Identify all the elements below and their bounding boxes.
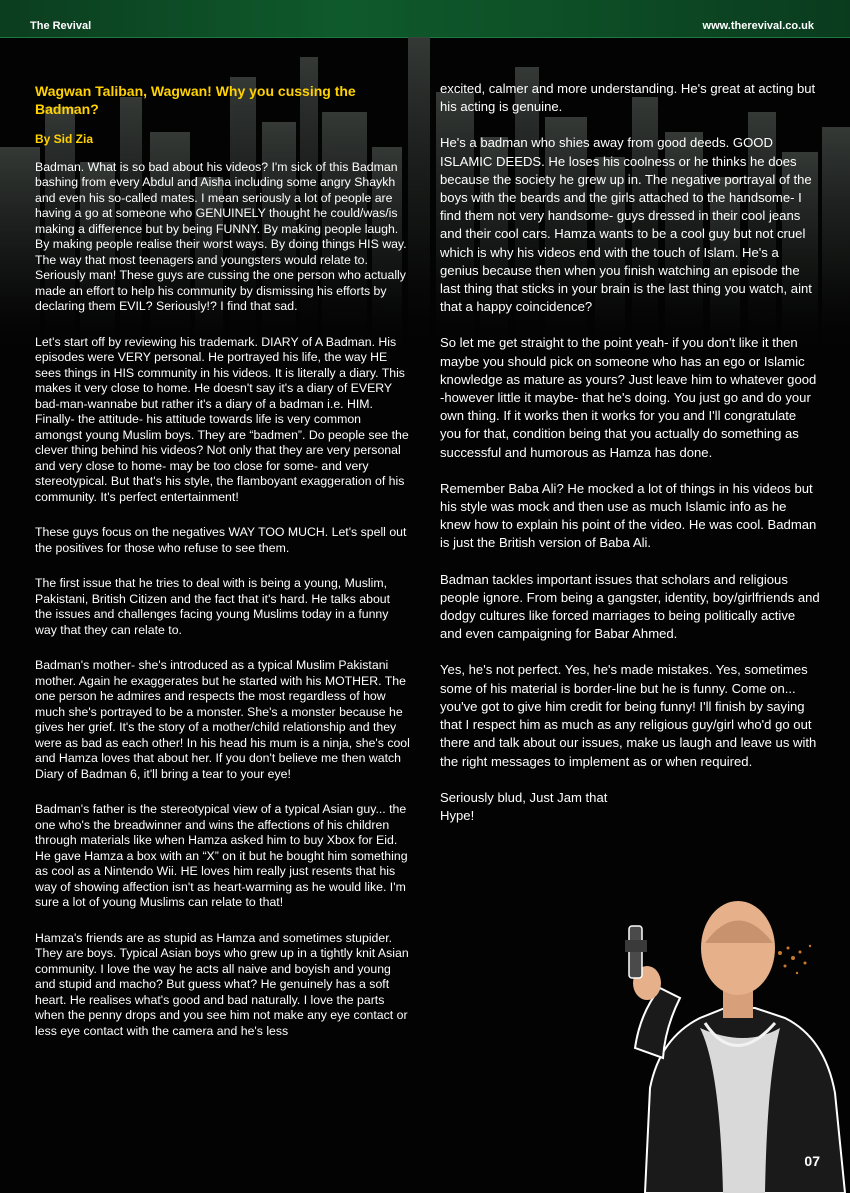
paragraph: Hamza's friends are as stupid as Hamza and sometimes stupider. They are boys. Typical Asian boys who grew up in a tightly knit Asian community. I love the way he acts all naive and boyish and young and stupid and macho? But guess what? He genuinely has a soft heart. He realises what's good and bad naturally. I love the parts when the penny drops and you see him not make any eye contact or less eye contact with the camera and he's less bbox=[35, 930, 409, 1038]
paragraph: These guys focus on the negatives WAY TOO MUCH. Let's spell out the positives for those who refuse to see them. bbox=[35, 525, 407, 555]
signoff-line: Hype! bbox=[440, 807, 475, 823]
paragraph: So let me get straight to the point yeah- if you don't like it then maybe you should pick on someone who has an ego or Islamic knowledge as mature as yours? Just leave him to whatever good -however little it maybe- that he's doing. You just go and do your own thing. If it works then it works for you and I'll congratulate you for that, condition being that you actually do something as successful and humorous as Hamza has done. bbox=[440, 335, 817, 460]
magazine-name: The Revival bbox=[30, 20, 92, 32]
paragraph: Badman's mother- she's introduced as a typical Muslim Pakistani mother. Again he exaggerates but he started with his MOTHER. The one person he admires and respects the most regardless of how much she's portrayed to be a monster. She's a monster because he gives her grief. It's the story of a mother/child relationship and they were as bad as each other! In his head his mum is a ninja, she's cool and Hamza loves that about her. If you don't believe me then watch Diary of Badman 6, it'll bring a tear to your eye! bbox=[35, 658, 410, 781]
article-right-column bbox=[440, 80, 820, 825]
paragraph: excited, calmer and more understanding. He's great at acting but his acting is genuine. bbox=[440, 81, 816, 115]
paragraph: Yes, he's not perfect. Yes, he's made mistakes. Yes, sometimes some of his material is border-line but he is funny. Come on... you've got to give him credit for being funny! I'll finish by saying that I respect him as much as any religious guy/girl who'd go out there and talk about our issues, make us laugh and leave us with the right messages to implement as or when required. bbox=[440, 662, 817, 769]
header-bar bbox=[0, 0, 850, 38]
paragraph: Badman tackles important issues that scholars and religious people ignore. From being a gangster, identity, boy/girlfriends and dodgy cultures like forced marriages to being politically active and even campaigning for Babar Ahmed. bbox=[440, 571, 820, 642]
magazine-url[interactable]: www.therevival.co.uk bbox=[702, 20, 814, 32]
signoff bbox=[440, 789, 820, 825]
paragraph: Badman. What is so bad about his videos? I'm sick of this Badman bashing from every Abdul and Aisha including some angry Shaykh and even his so-called mates. I mean seriously a lot of people are having a go at someone who GENUINELY thought he could/was/is making a difference but by being FUNNY. By making people laugh. By making people realise their worst ways. By doing things HIS way. The way that most teenagers and youngsters would relate to. Seriously man! These guys are cussing the one person who actually made an effort to help his community by dismissing his efforts by declaring them EVIL? Seriously!? I find that sad. bbox=[35, 159, 407, 313]
badman-illustration bbox=[605, 878, 850, 1193]
paragraph: Let's start off by reviewing his trademark. DIARY of A Badman. His episodes were VERY personal. He portrayed his life, the way HE sees things in HIS community in his videos. It is literally a diary. This makes it very close to home. He doesn't say it's a diary of EVERY bad-man-wannabe but rather it's a diary of a badman i.e. HIM. Finally- the attitude- his attitude towards life is very common amongst young Muslim boys. They are “badmen”. Do people see the clever thing behind his videos? Not only that they are very personal and very close to home- may be too close for some- and very stereotypical. But that's his style, the flamboyant exaggeration of his community. It's perfect entertainment! bbox=[35, 334, 409, 504]
paragraph: The first issue that he tries to deal with is being a young, Muslim, Pakistani, British Citizen and the fact that it's hard. He talks about the issues and challenges facing young Muslims today in a funny way that they can relate to. bbox=[35, 576, 391, 637]
article-byline: By Sid Zia bbox=[35, 132, 94, 146]
signoff-line: Seriously blud, Just Jam that bbox=[440, 789, 608, 805]
paragraph: Badman's father is the stereotypical view of a typical Asian guy... the one who's the breadwinner and wins the affections of his children through materials like when Hamza asked him to buy Xbox for Eid. He gave Hamza a box with an “X” on it but he bought him something as cool as a Nintendo Wii. HE loves him really just resents that his way of showing affection isn't as heart-warming as he would like. I'm sure a lot of young Muslims can relate to that! bbox=[35, 802, 408, 909]
paragraph: He's a badman who shies away from good deeds. GOOD ISLAMIC DEEDS. He loses his coolness or he thinks he does because the society he grew up in. The negative portrayal of the boys with the beards and the girls attached to the handsome- I find them not very handsome- guys dressed in their cool jeans and their cool cars. Hamza wants to be a cool guy but not cruel which is why his videos end with the touch of Islam. He's a genius because then when you finish watching an episode the last thing that sticks in your brain is the last thing you watch, aint that a happy coincidence? bbox=[440, 135, 812, 315]
page-number: 07 bbox=[804, 1153, 820, 1169]
article-headline: Wagwan Taliban, Wagwan! Why you cussing the Badman? bbox=[35, 83, 356, 117]
paragraph: Remember Baba Ali? He mocked a lot of things in his videos but his style was mock and then use as much Islamic info as he knew how to explain his point of the video. He was cool. Badman is just the British version of Baba Ali. bbox=[440, 480, 817, 551]
article-left-column bbox=[35, 80, 410, 1059]
